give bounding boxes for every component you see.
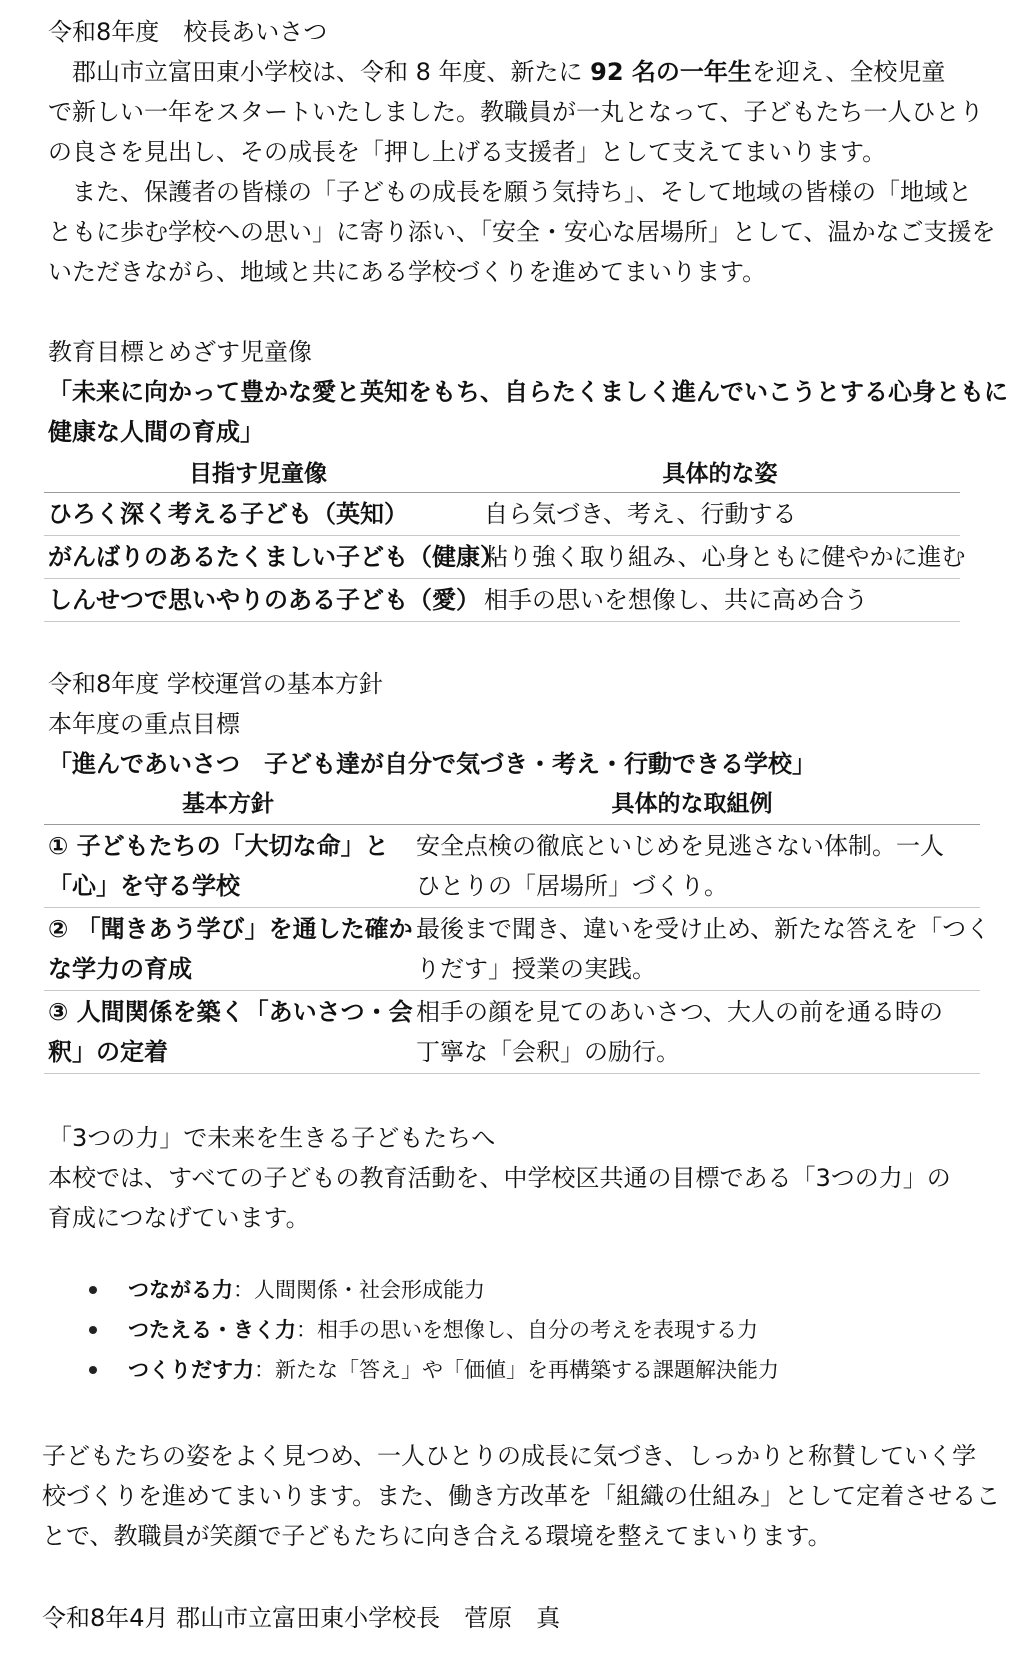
table-divider xyxy=(44,990,980,991)
power-term: つたえる・きく力 xyxy=(128,1318,296,1342)
greeting-paragraph-line: で新しい一年をスタートいたしました。教職員が一丸となって、子どもたち一人ひとり xyxy=(48,98,984,126)
policy-table-header-right: 具体的な取組例 xyxy=(611,791,773,817)
goals-table-header-right: 具体的な姿 xyxy=(662,461,778,487)
goals-table-header-left: 目指す児童像 xyxy=(189,461,327,487)
policy-table-cell: な学力の育成 xyxy=(48,955,192,983)
greeting-paragraph-line: ともに歩む学校への思い」に寄り添い、「安全・安心な居場所」として、温かなご支援を xyxy=(48,218,996,246)
table-divider xyxy=(44,492,960,493)
power-term: つくりだす力 xyxy=(128,1358,254,1382)
policy-table-cell: 「心」を守る学校 xyxy=(48,872,240,900)
power-item xyxy=(128,1270,485,1310)
policy-table-cell: 釈」の定着 xyxy=(48,1038,168,1066)
goals-heading: 教育目標とめざす児童像 xyxy=(48,338,312,366)
policy-table-cell: 安全点検の徹底といじめを見逃さない体制。一人 xyxy=(416,832,944,860)
greeting-paragraph-line: の良さを見出し、その成長を「押し上げる支援者」として支えてまいります。 xyxy=(48,138,887,166)
greeting-text: を迎え、全校児童 xyxy=(751,58,946,86)
goals-table-cell: 粘り強く取り組み、心身ともに健やかに進む xyxy=(484,543,966,571)
greeting-heading: 令和8年度 校長あいさつ xyxy=(48,18,328,46)
goals-table-cell: しんせつで思いやりのある子ども（愛） xyxy=(48,586,480,614)
power-item xyxy=(128,1350,779,1390)
closing-line: とで、教職員が笑顔で子どもたちに向き合える環境を整えてまいります。 xyxy=(42,1522,832,1550)
table-divider xyxy=(44,1073,980,1074)
bullet-icon xyxy=(89,1286,97,1294)
policy-table-cell: 相手の顔を見てのあいさつ、大人の前を通る時の xyxy=(416,998,944,1026)
greeting-text: 郡山市立富田東小学校は、令和 8 年度、新たに xyxy=(48,58,591,86)
policy-table-cell: ① 子どもたちの「大切な命」と xyxy=(48,832,389,860)
powers-heading: 「3つの力」で未来を生きる子どもたちへ xyxy=(48,1124,496,1152)
table-divider xyxy=(44,578,960,579)
policy-focus-goal: 「進んであいさつ 子ども達が自分で気づき・考え・行動できる学校」 xyxy=(48,750,816,778)
power-description: ：相手の思いを想像し、自分の考えを表現する力 xyxy=(296,1318,758,1342)
power-item xyxy=(128,1310,758,1350)
closing-line: 校づくりを進めてまいります。また、働き方改革を「組織の仕組み」として定着させるこ xyxy=(42,1482,1001,1510)
goals-table-cell: ひろく深く考える子ども（英知） xyxy=(48,500,408,528)
bullet-icon xyxy=(89,1326,97,1334)
powers-intro-line: 育成につなげています。 xyxy=(48,1204,310,1232)
power-term: つながる力 xyxy=(128,1278,233,1302)
table-divider xyxy=(44,535,960,536)
goals-table-cell: がんばりのあるたくましい子ども（健康） xyxy=(48,543,504,571)
policy-table-cell: 最後まで聞き、違いを受け止め、新たな答えを「つく xyxy=(416,915,991,943)
goals-motto-line: 「未来に向かって豊かな愛と英知をもち、自らたくましく進んでいこうとする心身ともに xyxy=(48,378,1008,406)
powers-intro-line: 本校では、すべての子どもの教育活動を、中学校区共通の目標である「3つの力」の xyxy=(48,1164,951,1192)
policy-table-cell: ② 「聞きあう学び」を通した確か xyxy=(48,915,413,943)
new-students-count: 92 名の一年生 xyxy=(590,58,752,86)
goals-table-cell: 相手の思いを想像し、共に高め合う xyxy=(484,586,868,614)
policy-heading: 令和8年度 学校運営の基本方針 xyxy=(48,670,383,698)
goals-motto-line: 健康な人間の育成」 xyxy=(48,418,264,446)
greeting-paragraph-line xyxy=(48,52,945,92)
closing-line: 子どもたちの姿をよく見つめ、一人ひとりの成長に気づき、しっかりと称賛していく学 xyxy=(42,1442,977,1470)
policy-table-cell: りだす」授業の実践。 xyxy=(416,955,656,983)
bullet-icon xyxy=(89,1366,97,1374)
power-description: ：人間関係・社会形成能力 xyxy=(233,1278,485,1302)
policy-table-header-left: 基本方針 xyxy=(182,791,274,817)
table-divider xyxy=(44,824,980,825)
signature: 令和8年4月 郡山市立富田東小学校長 菅原 真 xyxy=(42,1604,561,1632)
policy-table-cell: 丁寧な「会釈」の励行。 xyxy=(416,1038,680,1066)
greeting-paragraph-line: いただきながら、地域と共にある学校づくりを進めてまいります。 xyxy=(48,258,767,286)
policy-subheading: 本年度の重点目標 xyxy=(48,710,240,738)
policy-table-cell: ひとりの「居場所」づくり。 xyxy=(416,872,728,900)
power-description: ：新たな「答え」や「価値」を再構築する課題解決能力 xyxy=(254,1358,779,1382)
table-divider xyxy=(44,907,980,908)
table-divider xyxy=(44,621,960,622)
policy-table-cell: ③ 人間関係を築く「あいさつ・会 xyxy=(48,998,413,1026)
greeting-paragraph-line: また、保護者の皆様の「子どもの成長を願う気持ち」、そして地域の皆様の「地域と xyxy=(48,178,972,206)
goals-table-cell: 自ら気づき、考え、行動する xyxy=(484,500,797,528)
